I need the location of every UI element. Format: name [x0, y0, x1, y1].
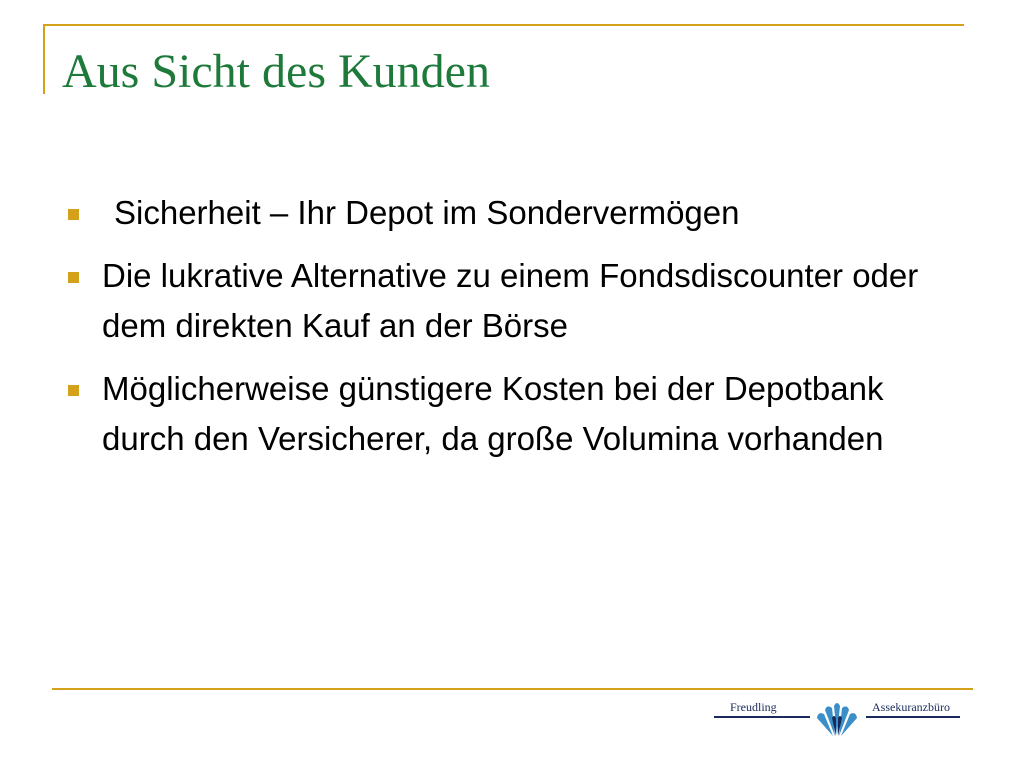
bullet-item	[64, 188, 944, 238]
bullet-square-icon	[68, 272, 79, 283]
top-rule	[43, 24, 964, 26]
logo-underline-left	[714, 716, 810, 718]
bullet-text: Sicherheit – Ihr Depot im Sondervermögen	[114, 194, 740, 231]
bullet-item	[64, 364, 944, 464]
bullet-text: Die lukrative Alternative zu einem Fondsdiscounter oder dem direkten Kauf an der Börse	[102, 257, 919, 344]
bullet-item	[64, 251, 944, 351]
bottom-rule	[52, 688, 973, 690]
bullet-square-icon	[68, 209, 79, 220]
logo-underline-right	[866, 716, 960, 718]
slide-title: Aus Sicht des Kunden	[62, 45, 490, 98]
left-rule	[43, 24, 45, 94]
logo-name-left: Freudling	[730, 700, 777, 714]
company-logo	[712, 694, 962, 742]
bullet-square-icon	[68, 385, 79, 396]
logo-name-right: Assekuranzbüro	[872, 700, 950, 714]
bullet-list	[64, 188, 944, 477]
fan-logo-icon	[812, 696, 862, 738]
bullet-text: Möglicherweise günstigere Kosten bei der Depotbank durch den Versicherer, da große Volumina vorhanden	[102, 370, 884, 457]
